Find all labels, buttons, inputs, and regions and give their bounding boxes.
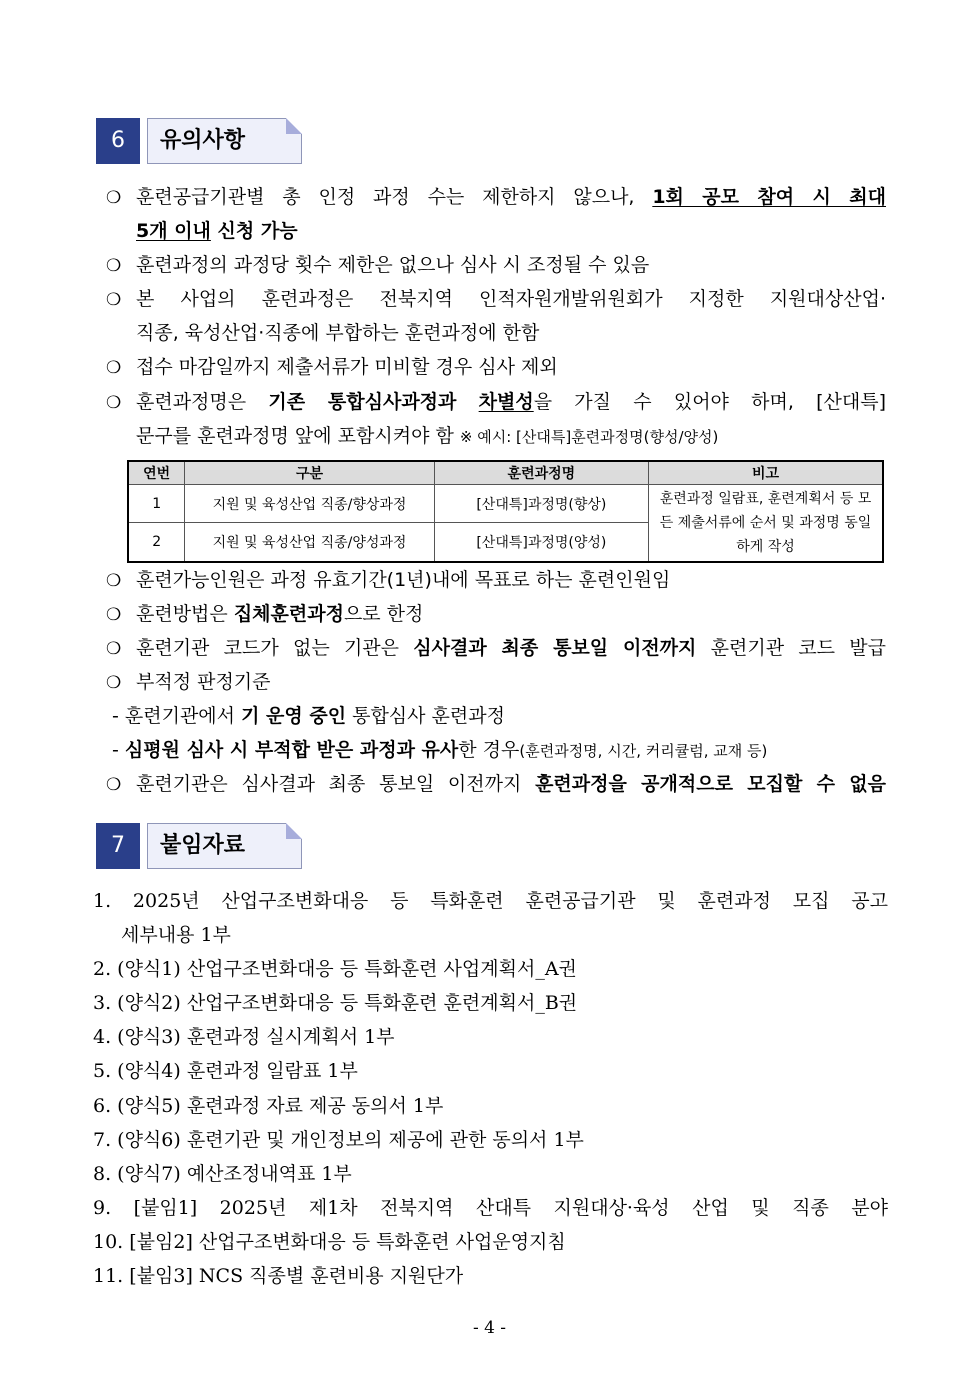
- section-number: 7: [96, 823, 140, 869]
- table-row: [128, 485, 883, 523]
- note-3-cont: 직종, 육성산업·직종에 부합하는 훈련과정에 한함: [136, 322, 540, 344]
- attachment-item: 6. (양식5) 훈련과정 자료 제공 동의서 1부: [93, 1095, 444, 1117]
- table-cell: 지원 및 육성산업 직종/향상과정: [185, 485, 434, 523]
- bullet-icon: ❍: [106, 188, 122, 208]
- table-header: 비고: [649, 461, 883, 485]
- note-9: ❍ 부적정 판정기준: [106, 665, 886, 700]
- bullet-icon: ❍: [106, 290, 122, 310]
- attachment-item: 5. (양식4) 훈련과정 일람표 1부: [93, 1060, 358, 1082]
- attachment-item: 10. [붙임2] 산업구조변화대응 등 특화훈련 사업운영지침: [93, 1231, 566, 1253]
- bullet-icon: ❍: [106, 605, 122, 625]
- attachment-item: 4. (양식3) 훈련과정 실시계획서 1부: [93, 1026, 395, 1048]
- bullet-icon: ❍: [106, 639, 122, 659]
- note-1-cont: 5개 이내 신청 가능: [136, 220, 298, 242]
- note-10: ❍ 훈련기관은 심사결과 최종 통보일 이전까지 훈련과정을 공개적으로 모집할 수 없음: [106, 767, 886, 802]
- attachment-item-cont: 세부내용 1부: [121, 924, 231, 946]
- note-6: ❍ 훈련가능인원은 과정 유효기간(1년)내에 목표로 하는 훈련인원임: [106, 563, 886, 598]
- note-1: ❍ 훈련공급기관별 총 인정 과정 수는 제한하지 않으나, 1회 공모 참여 시 최대: [106, 180, 886, 215]
- table-header: 훈련과정명: [434, 461, 648, 485]
- note-9-sub-1: - 훈련기관에서 기 운영 중인 통합심사 훈련과정: [112, 705, 505, 727]
- attachment-item: 8. (양식7) 예산조정내역표 1부: [93, 1163, 352, 1185]
- attachment-item: 11. [붙임3] NCS 직종별 훈련비용 지원단가: [93, 1265, 464, 1287]
- table-header: 구분: [185, 461, 434, 485]
- note-5-cont: 문구를 훈련과정명 앞에 포함시켜야 함 ※ 예시: [산대특]훈련과정명(향성/양성): [136, 425, 719, 447]
- table-header: 연번: [128, 461, 185, 485]
- bullet-icon: ❍: [106, 775, 122, 795]
- page-number: - 4 -: [472, 1318, 507, 1338]
- attachment-item: 2. (양식1) 산업구조변화대응 등 특화훈련 사업계획서_A권: [93, 958, 577, 980]
- attachment-item: 7. (양식6) 훈련기관 및 개인정보의 제공에 관한 동의서 1부: [93, 1129, 584, 1151]
- note-8: ❍ 훈련기관 코드가 없는 기관은 심사결과 최종 통보일 이전까지 훈련기관 코드 발급: [106, 631, 886, 666]
- attachment-item: 3. (양식2) 산업구조변화대응 등 특화훈련 훈련계획서_B권: [93, 992, 578, 1014]
- note-5: ❍ 훈련과정명은 기존 통합심사과정과 차별성을 가질 수 있어야 하며, [산대특]: [106, 385, 886, 420]
- table-cell: [산대특]과정명(양성): [434, 523, 648, 562]
- table-header-row: [128, 461, 883, 485]
- bullet-icon: ❍: [106, 571, 122, 591]
- bullet-icon: ❍: [106, 256, 122, 276]
- note-7: ❍ 훈련방법은 집체훈련과정으로 한정: [106, 597, 886, 632]
- bullet-icon: ❍: [106, 673, 122, 693]
- table-cell: 2: [128, 523, 185, 562]
- section-number: 6: [96, 118, 140, 164]
- note-3: ❍ 본 사업의 훈련과정은 전북지역 인적자원개발위원회가 지정한 지원대상산업·: [106, 282, 886, 317]
- table-cell: 1: [128, 485, 185, 523]
- note-2: ❍ 훈련과정의 과정당 횟수 제한은 없으나 심사 시 조정될 수 있음: [106, 248, 886, 283]
- table-cell: [산대특]과정명(향상): [434, 485, 648, 523]
- section-title: 유의사항: [147, 118, 302, 164]
- course-name-table: [127, 460, 884, 563]
- bullet-icon: ❍: [106, 358, 122, 378]
- table-cell: 지원 및 육성산업 직종/양성과정: [185, 523, 434, 562]
- section-title: 붙임자료: [147, 823, 302, 869]
- attachment-item: 9. [붙임1] 2025년 제1차 전북지역 산대특 지원대상·육성 산업 및 직종 분야: [93, 1197, 888, 1219]
- note-4: ❍ 접수 마감일까지 제출서류가 미비할 경우 심사 제외: [106, 350, 886, 385]
- bullet-icon: ❍: [106, 393, 122, 413]
- note-9-sub-2: - 심평원 심사 시 부적합 받은 과정과 유사한 경우(훈련과정명, 시간, 커리큘럼, 교재 등): [112, 739, 768, 761]
- attachment-item: 1. 2025년 산업구조변화대응 등 특화훈련 훈련공급기관 및 훈련과정 모집 공고: [93, 890, 888, 912]
- table-note-cell: 훈련과정 일람표, 훈련계획서 등 모든 제출서류에 순서 및 과정명 동일하게 작성: [649, 485, 883, 563]
